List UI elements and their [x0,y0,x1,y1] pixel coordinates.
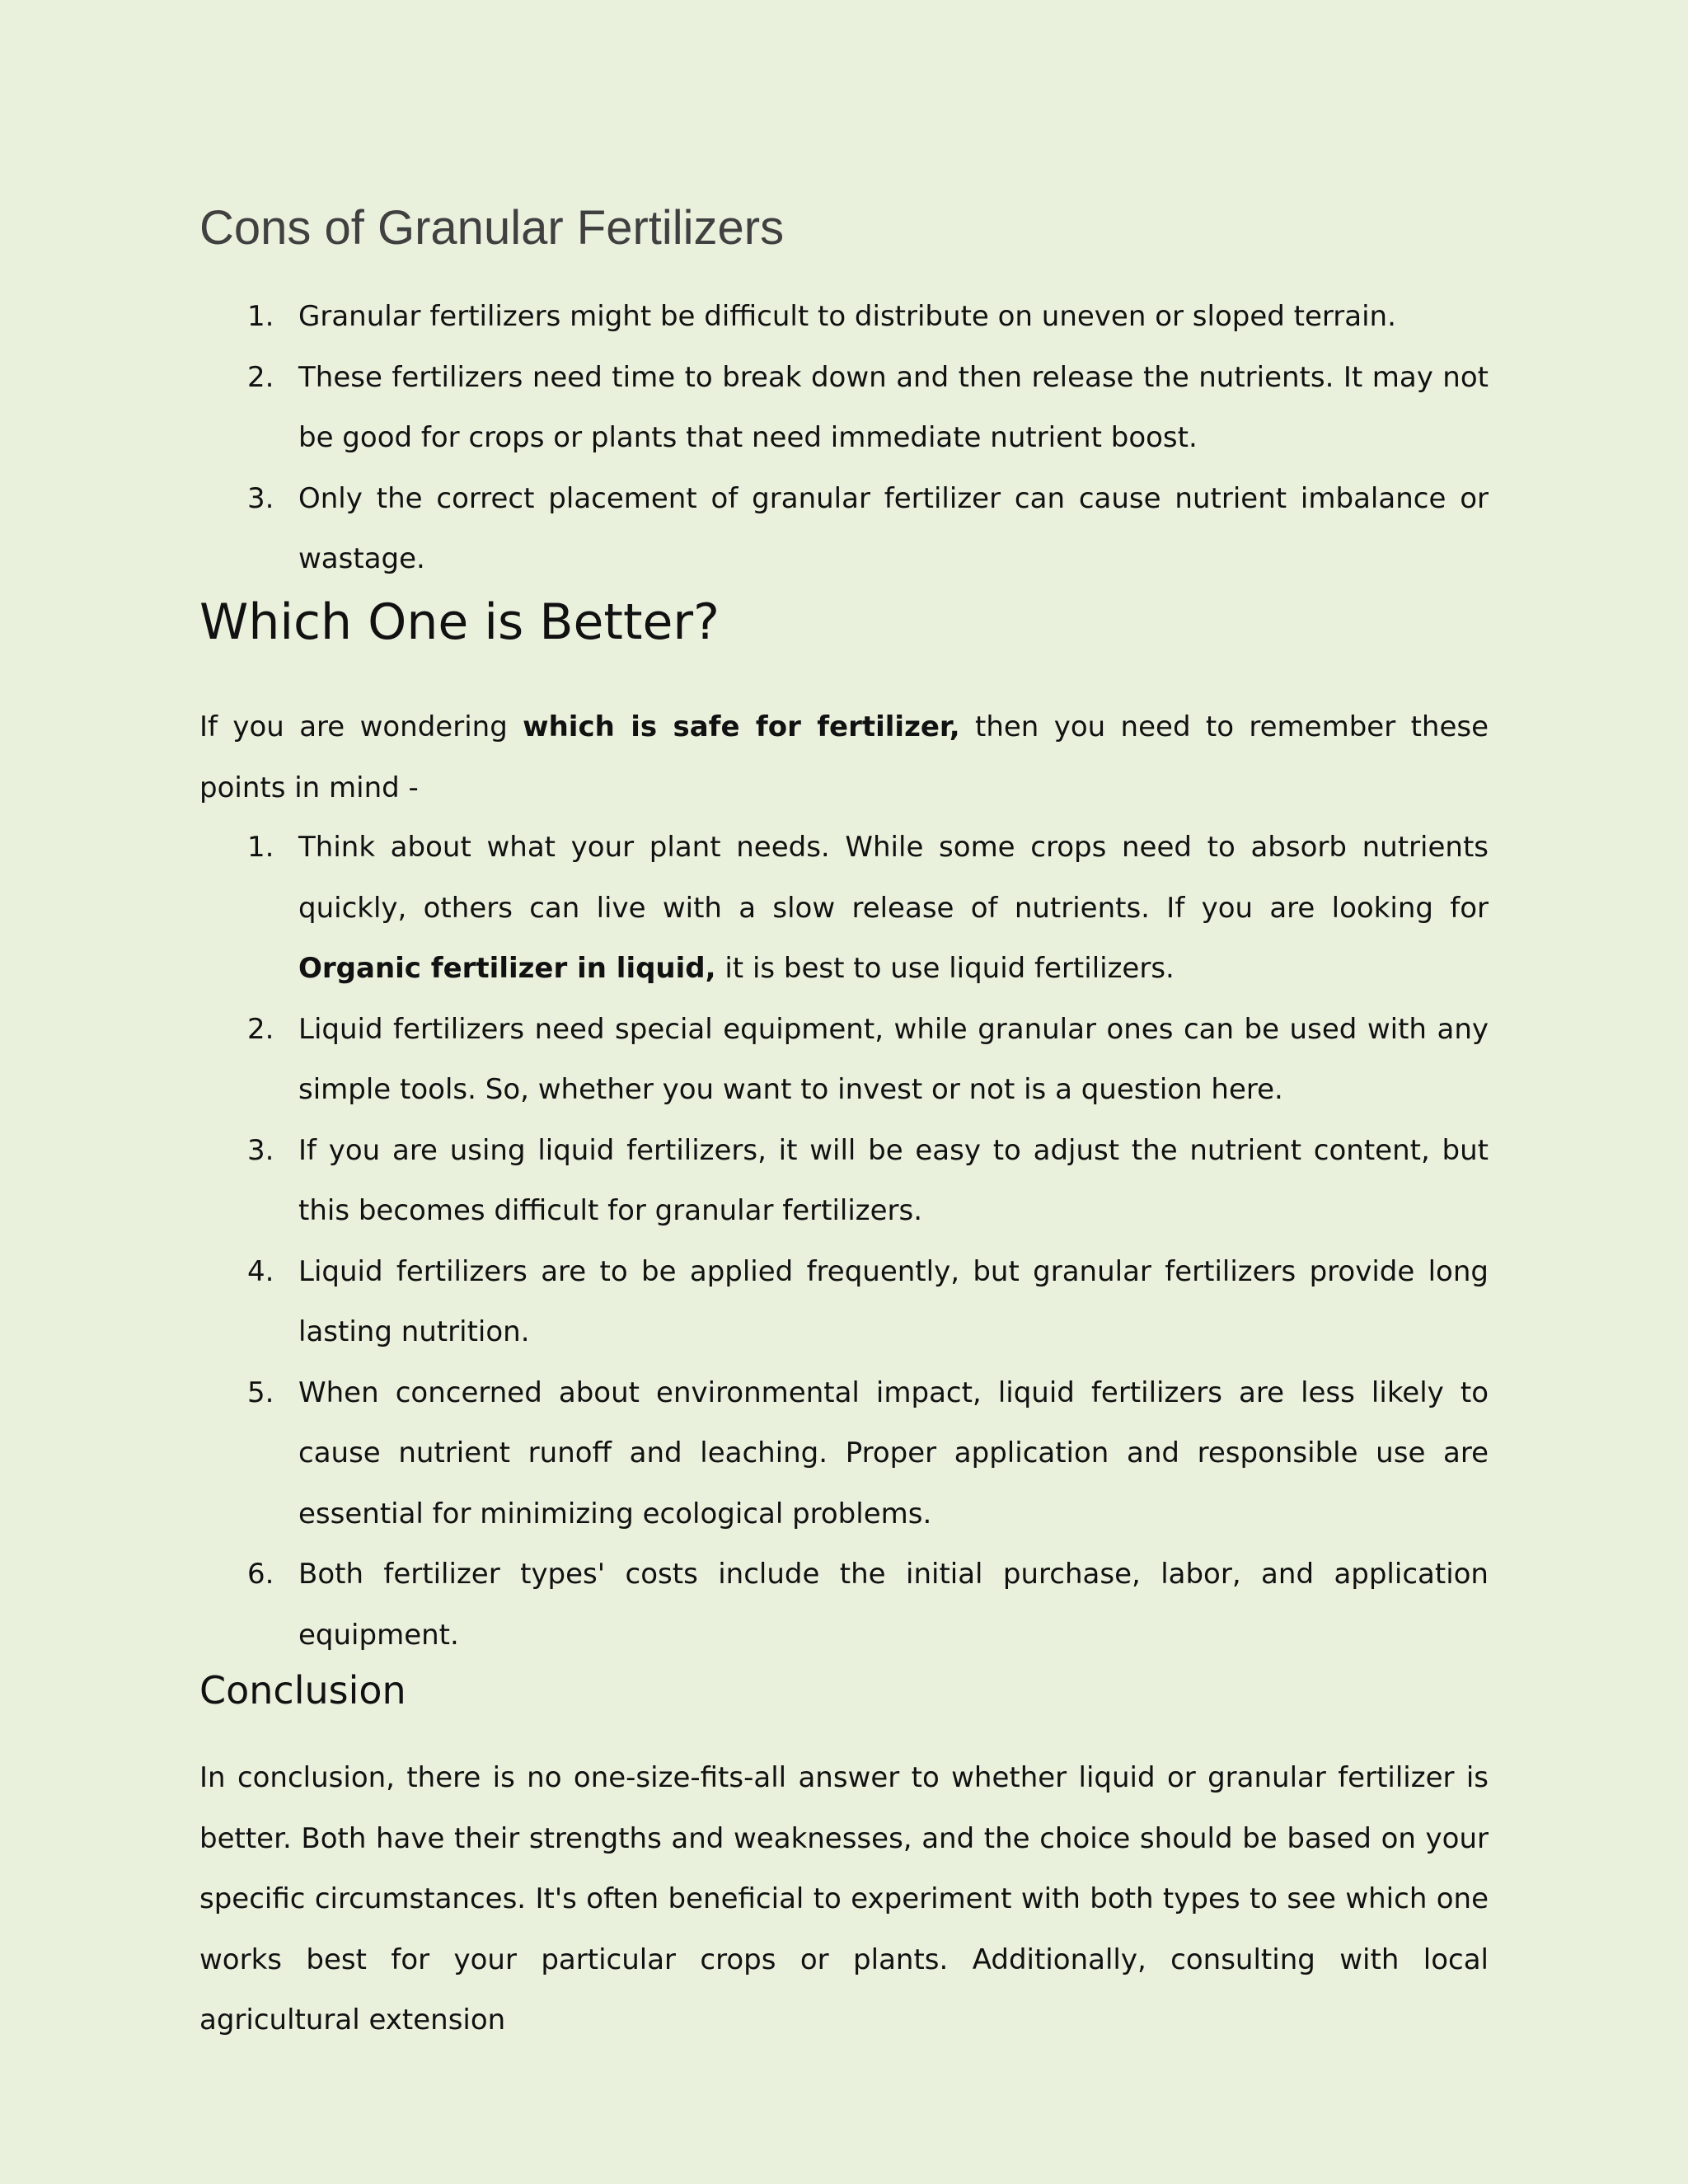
list-item [199,348,1489,469]
list-item-text: Liquid fertilizers need special equipment, while granular ones can be used with any simple tools. So, whether you want to invest or not is a question here. [298,1012,1489,1106]
intro-text-before: If you are wondering [199,710,523,743]
which-heading: Which One is Better? [199,593,720,651]
list-item-text: Only the correct placement of granular fertilizer can cause nutrient imbalance or wastage. [298,481,1489,575]
list-item-text: When concerned about environmental impact, liquid fertilizers are less likely to cause nutrient runoff and leaching. Proper application and responsible use are essential for minimizing ecological problems. [298,1376,1489,1530]
list-item-text: If you are using liquid fertilizers, it will be easy to adjust the nutrient content, but this becomes difficult for granular fertilizers. [298,1133,1489,1227]
list-number: 2. [247,360,274,394]
list-item-text: These fertilizers need time to break down and then release the nutrients. It may not be good for crops or plants that need immediate nutrient boost. [298,360,1489,454]
list-item-text: Both fertilizer types' costs include the initial purchase, labor, and application equipment. [298,1558,1489,1652]
list-item [199,1121,1489,1242]
conclusion-block [199,1748,1489,2051]
which-list [199,818,1489,1666]
intro-paragraph [199,697,1489,818]
cons-list-block [199,287,1489,590]
list-number: 1. [247,300,274,333]
intro-bold-text: which is safe for fertilizer, [523,710,960,743]
cons-list [199,287,1489,590]
list-number: 1. [247,831,274,864]
list-item [199,1000,1489,1121]
list-item [199,1363,1489,1545]
list-number: 3. [247,1133,274,1167]
list-number: 2. [247,1012,274,1046]
cons-heading: Cons of Granular Fertilizers [199,201,785,255]
list-item-text-after: it is best to use liquid fertilizers. [715,952,1175,985]
conclusion-heading: Conclusion [199,1668,406,1713]
list-item [199,1242,1489,1363]
list-number: 3. [247,481,274,515]
list-item-bold-text: Organic fertilizer in liquid, [298,952,716,985]
list-item [199,469,1489,590]
list-item-text-before: Think about what your plant needs. While some crops need to absorb nutrients quickly, others can live with a slow release of nutrients. If you are looking for [298,831,1489,925]
which-list-block [199,818,1489,1666]
list-item [199,1544,1489,1666]
list-item-text: Liquid fertilizers are to be applied frequently, but granular fertilizers provide long lasting nutrition. [298,1254,1489,1348]
list-number: 6. [247,1558,274,1591]
list-item [199,818,1489,1000]
which-intro [199,697,1489,818]
list-number: 4. [247,1254,274,1288]
list-number: 5. [247,1376,274,1409]
list-item-text: Granular fertilizers might be difficult to distribute on uneven or sloped terrain. [298,300,1396,333]
intro-text-after: then you need to remember these points in mind - [199,710,1489,804]
conclusion-paragraph: In conclusion, there is no one-size-fits-all answer to whether liquid or granular fertilizer is better. Both have their strengths and weaknesses, and the choice should be based on your specific circumstances. It's often beneficial to experiment with both types to see which one works best for your particular crops or plants. Additionally, consulting with local agricultural extension [199,1761,1489,2036]
list-item [199,287,1489,348]
